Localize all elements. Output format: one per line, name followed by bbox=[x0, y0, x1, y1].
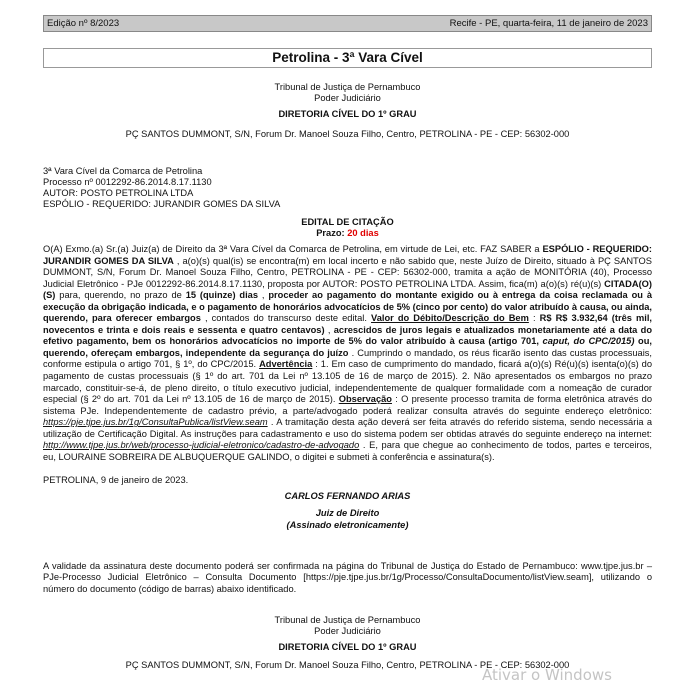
body-text-segment: , bbox=[258, 290, 269, 301]
body-text-segment: caput, do CPC/2015) bbox=[542, 336, 635, 347]
judge-role-block bbox=[43, 508, 652, 531]
case-defendant: ESPÓLIO - REQUERIDO: JURANDIR GOMES DA SILVA bbox=[43, 199, 281, 209]
court-address: PÇ SANTOS DUMMONT, S/N, Forum Dr. Manoel Souza Filho, Centro, PETROLINA - PE - CEP: 56302-000 bbox=[125, 659, 570, 670]
body-text-segment: Advertência bbox=[259, 359, 313, 370]
section-title: Petrolina - 3ª Vara Cível bbox=[43, 48, 652, 68]
edition-header-bar bbox=[43, 15, 652, 32]
court-header-top bbox=[43, 82, 652, 139]
body-text-segment: Valor do Débito/Descrição do Bem bbox=[371, 313, 529, 324]
prazo-label: Prazo: bbox=[316, 228, 345, 238]
body-text-segment: : bbox=[528, 313, 540, 324]
body-text-segment: CITADA(O)(S) bbox=[43, 278, 652, 301]
edition-number: Edição nº 8/2023 bbox=[47, 18, 120, 29]
judge-role: Juiz de Direito bbox=[315, 508, 380, 518]
link[interactable]: https://pje.tjpe.jus.br/1g/ConsultaPublica/listView.seam bbox=[43, 417, 268, 428]
validity-notice: A validade da assinatura deste documento poderá ser confirmada na página do Tribunal de Justiça do Estado de Pernambuco: www.tjpe.jus.br – PJe-Processo Judicial Eletrônico – Consulta Documento [https://pje.tjpe.jus.br/1g/Processo/ConsultaDocumento/listView.seam], utilizando o número do documento (código de barras) abaixo identificado. bbox=[43, 561, 652, 594]
body-text-segment: acrescidos de juros legais e atualizados monetariamente até a data do efetivo pagamento, bem os honorários advocatícios no importe de 5% do valor atribuído à causa (artigo 701, bbox=[43, 324, 653, 347]
body-text-segment: : 1. Em caso de cumprimento do mandado, ficará a(o)(s) Ré(u)(s) isenta(o)(s) do pagamento de custas processuais (§ 1º do art. 701 da Lei nº 13.105 de 16 de março de 2015). 2. Não apresentados os embargos no prazo marcado, constituir-se-á, de pleno direito, o título executivo judicial, independentemente de qualquer formalidade com a nomeação de curador especial (§ 2º do art. 701 da Lei nº 13.105 de 16 de março de 2015). bbox=[43, 359, 652, 405]
signature-note: (Assinado eletronicamente) bbox=[286, 519, 409, 530]
poder-judiciario: Poder Judiciário bbox=[314, 625, 381, 636]
poder-judiciario: Poder Judiciário bbox=[314, 92, 381, 103]
case-author: AUTOR: POSTO PETROLINA LTDA bbox=[43, 188, 194, 198]
case-number: Processo nº 0012292-86.2014.8.17.1130 bbox=[43, 177, 212, 187]
prazo bbox=[43, 228, 652, 239]
prazo-value: 20 dias bbox=[347, 228, 379, 238]
body-text-segment: para, querendo, no prazo de bbox=[55, 290, 186, 301]
court-address: PÇ SANTOS DUMMONT, S/N, Forum Dr. Manoel Souza Filho, Centro, PETROLINA - PE - CEP: 56302-000 bbox=[125, 128, 570, 139]
edital-title: EDITAL DE CITAÇÃO bbox=[301, 217, 394, 227]
edital-body bbox=[43, 244, 652, 463]
body-text-segment: . Cumprindo o mandado, os réus ficarão isento das custas processuais, conforme estipula o artigo 701, § 1º, do CPC/2015. bbox=[43, 347, 652, 370]
body-text-segment: , a(o)(s) qual(is) se encontra(m) em local incerto e não sabido que, neste Juízo de Direito, situado à PÇ SANTOS DUMMONT, S/N, Forum Dr. Manoel Souza Filho, Centro, PETROLINA - PE - CEP: 56302-000, tramita a ação de MONITÓRIA (40), Processo Judicial Eletrônico - PJe 0012292-86.2014.8.17.1130, proposta por AUTOR: POSTO PETROLINA LTDA. Assim, fica(m) a(o)(s) ré(u)(s) bbox=[43, 255, 652, 289]
publication-date: Recife - PE, quarta-feira, 11 de janeiro de 2023 bbox=[449, 18, 648, 29]
link[interactable]: http://www.tjpe.jus.br/web/processo-judicial-eletronico/cadastro-de-advogado bbox=[43, 440, 360, 451]
case-info bbox=[43, 166, 652, 210]
body-text-segment: . E, para que chegue ao conhecimento de todos, partes e terceiros, eu, LOURAINE SOBREIRA DE ALBUQUERQUE GALINDO, o digitei e submeti à conferência e assinatura(s). bbox=[43, 440, 652, 462]
body-text-segment: proceder ao pagamento do montante exigido ou à entrega da coisa reclamada ou à execução da obrigação indicada, e o pagamento de honorários advocatícios de 5% (cinco por cento) do valor atribuído à causa, ou ainda, querendo, para oferecer embargos bbox=[43, 290, 653, 324]
edital-heading bbox=[43, 217, 652, 239]
body-text-segment: , bbox=[324, 324, 334, 335]
case-court: 3ª Vara Cível da Comarca de Petrolina bbox=[43, 166, 203, 176]
diretoria: DIRETORIA CÍVEL DO 1º GRAU bbox=[278, 109, 417, 119]
body-text-segment: ESPÓLIO - REQUERIDO: JURANDIR GOMES DA SILVA bbox=[43, 244, 652, 266]
body-text-segment: . A tramitação desta ação deverá ser feita através do referido sistema, sendo necessária a utilização de Certificação Digital. As instruções para cadastramento e uso do sistema podem ser obtidas através do seguinte endereço na internet: bbox=[43, 417, 652, 439]
body-text-segment: : O presente processo tramita de forma eletrônica através do sistema PJe. Independentemente de cadastro prévio, a parte/advogado poderá realizar consulta através do seguinte endereço eletrônico: bbox=[43, 394, 652, 416]
judge-name: CARLOS FERNANDO ARIAS bbox=[284, 491, 411, 501]
diretoria: DIRETORIA CÍVEL DO 1º GRAU bbox=[278, 642, 417, 652]
body-text-segment: Observação bbox=[338, 394, 392, 405]
court-header-bottom bbox=[43, 615, 652, 670]
tribunal-name: Tribunal de Justiça de Pernambuco bbox=[274, 615, 421, 625]
body-text-segment: O(A) Exmo.(a) Sr.(a) Juiz(a) de Direito da 3ª Vara Cível da Comarca de Petrolina, em virtude de Lei, etc. FAZ SABER a bbox=[43, 244, 543, 254]
body-text-segment: , contados do transcurso deste edital. bbox=[200, 313, 372, 324]
place-date: PETROLINA, 9 de janeiro de 2023. bbox=[43, 475, 189, 485]
body-text-segment: ou, querendo, ofereçam embargos, independente da segurança do juízo bbox=[43, 336, 652, 358]
body-text-segment: R$ R$ 3.932,64 (três mil, novecentos e trinta e dois reais e sessenta e quatro centavos) bbox=[43, 313, 653, 335]
windows-activation-watermark: Ativar o Windows bbox=[482, 666, 612, 684]
tribunal-name: Tribunal de Justiça de Pernambuco bbox=[274, 82, 421, 92]
body-text-segment: 15 (quinze) dias bbox=[185, 290, 259, 301]
